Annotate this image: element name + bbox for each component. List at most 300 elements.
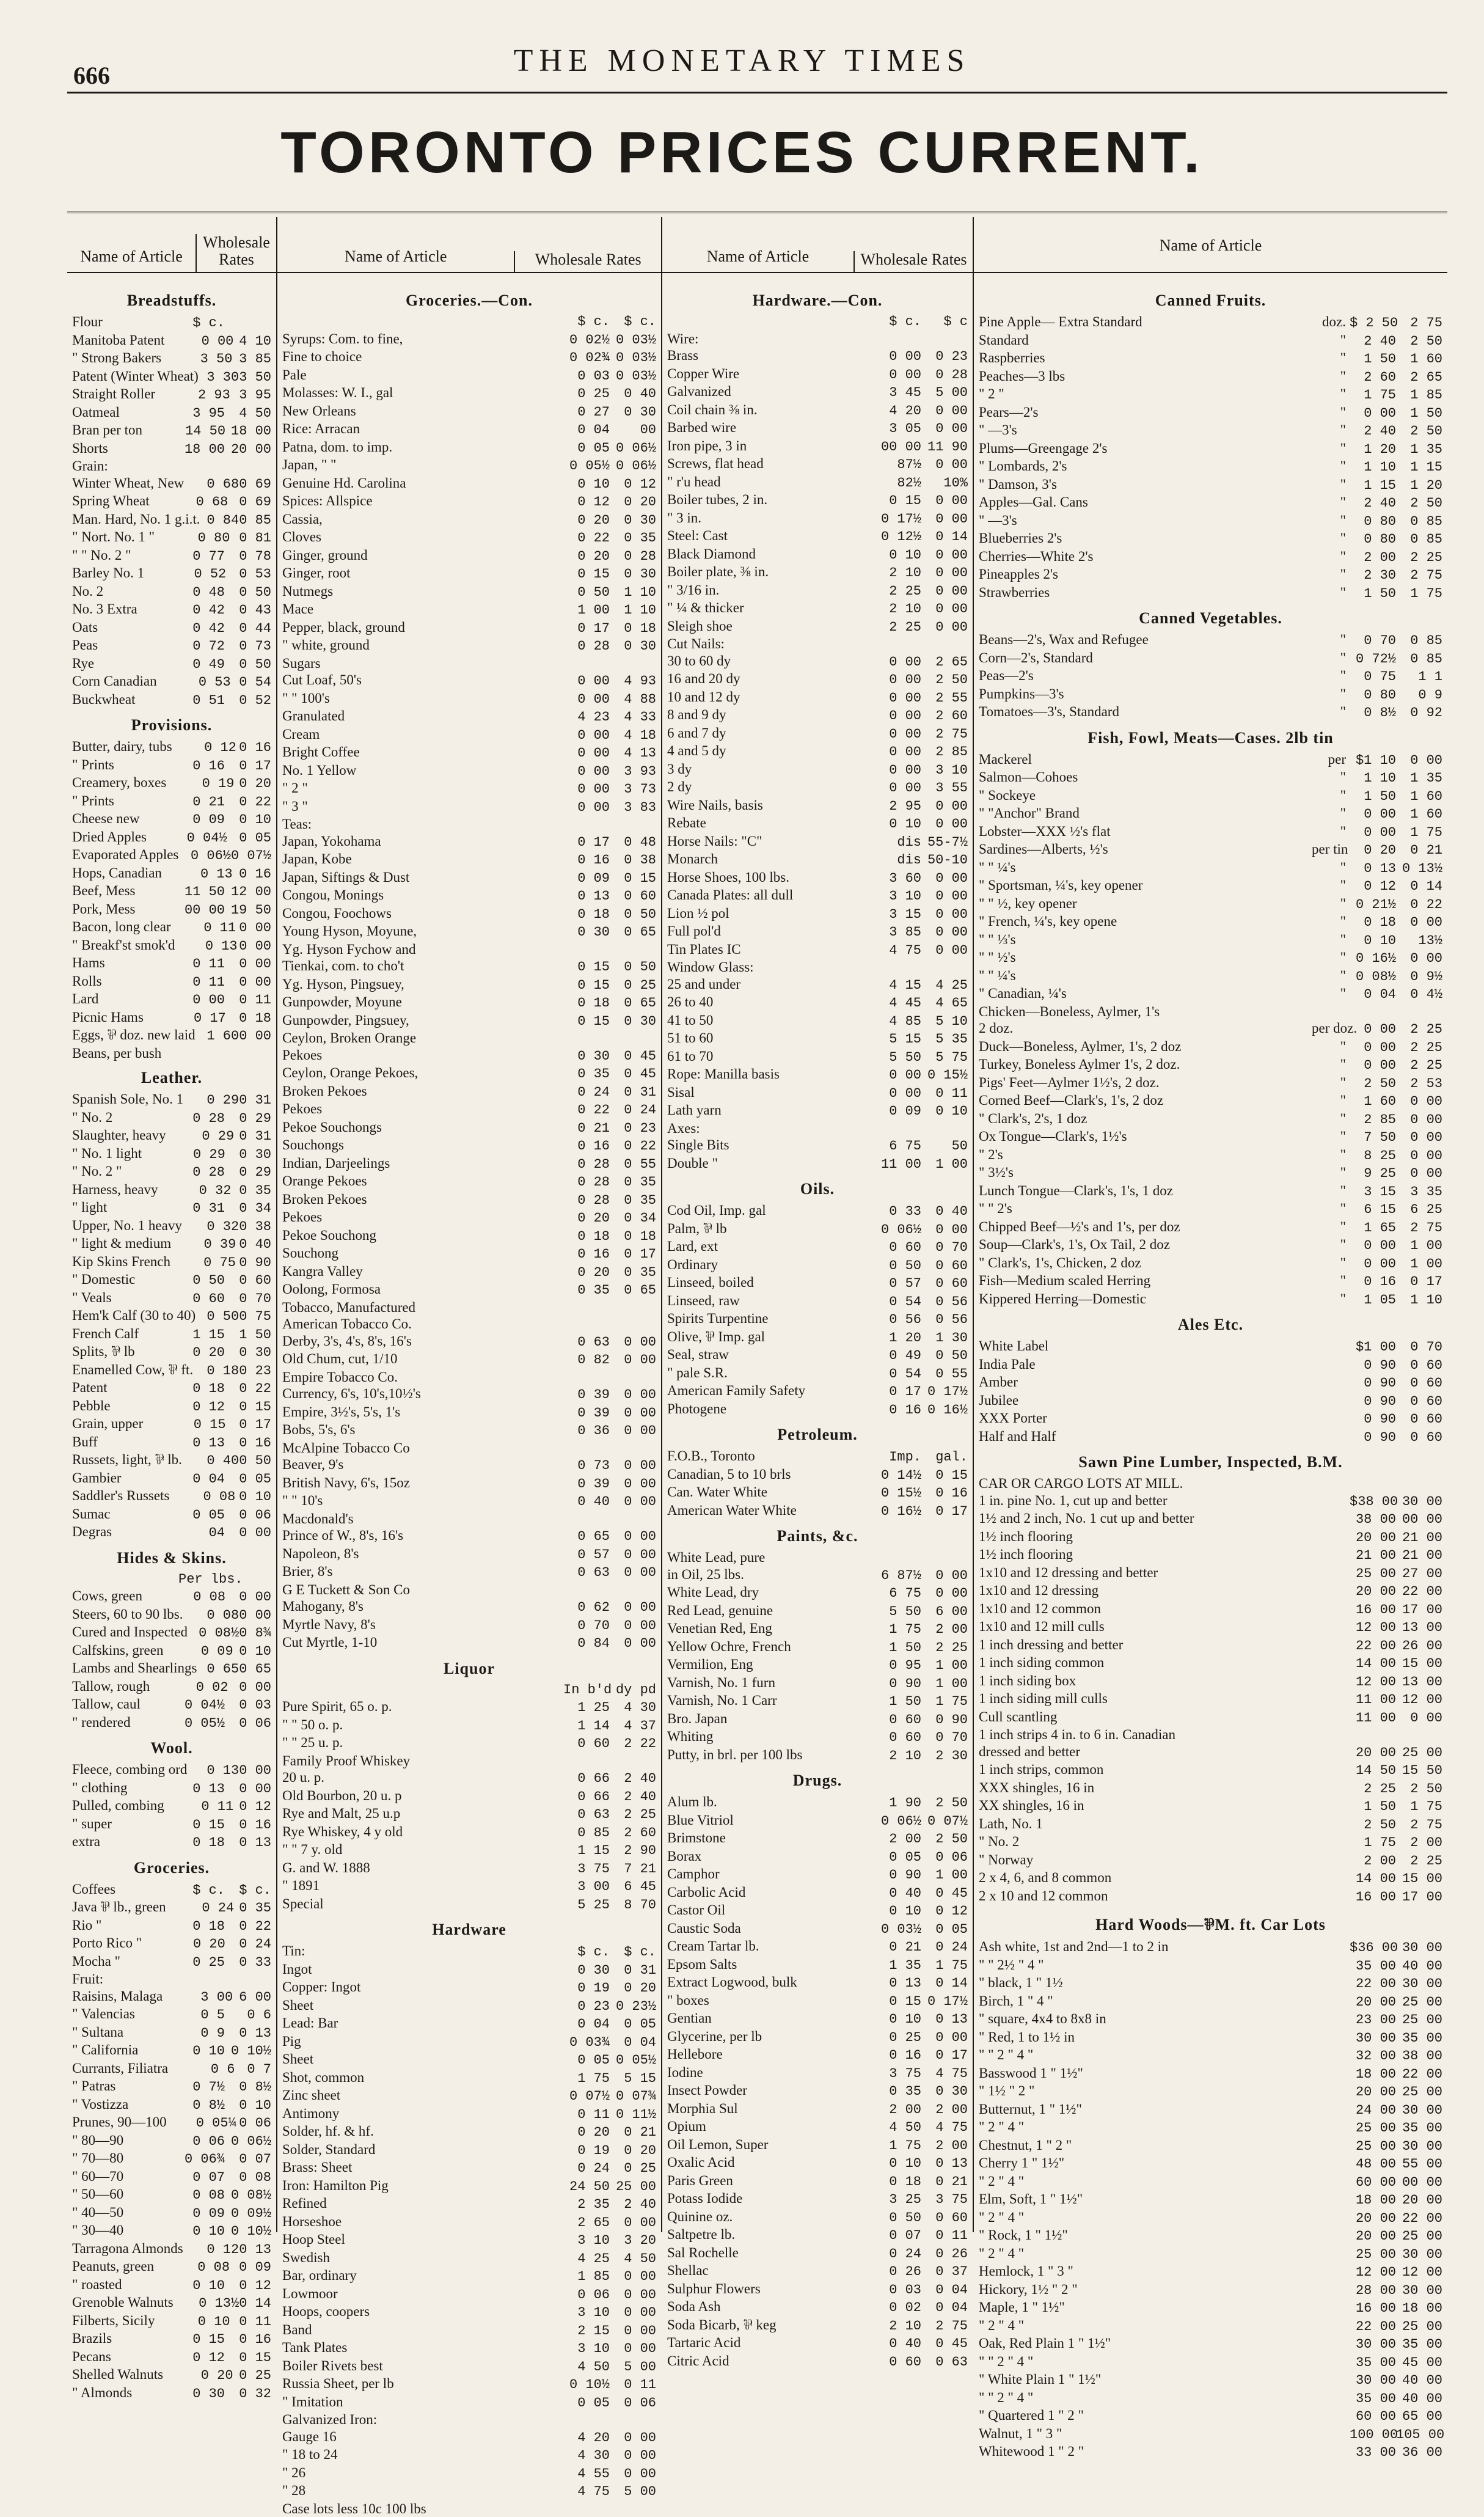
unit: " [1312,476,1350,493]
price-row [662,1566,973,1585]
unit: " [1312,530,1350,547]
article-name: Swedish [277,2249,525,2266]
price-low: 4 20 [563,2430,610,2447]
article-name: Sisal [662,1084,837,1101]
price-low: 1 50 [1350,585,1396,603]
article-name: 2 doz. [974,1020,1312,1037]
price-high: 0 60 [1396,1429,1447,1446]
price-high: 0 30 [610,512,661,529]
price-row [67,1091,276,1109]
article-name: 1½ inch flooring [974,1546,1312,1563]
article-name: Kangra Valley [277,1263,525,1280]
article-name: Japan, " " [277,456,525,474]
price-high: 0 23½ [610,1998,661,2015]
article-name: Soup—Clark's, 1's, Ox Tail, 2 doz [974,1236,1312,1253]
price-high: 0 69 [228,494,276,511]
price-row [974,967,1447,986]
article-name: Strawberries [974,584,1312,601]
article-name: " 30—40 [67,2222,141,2239]
article-name: Solder, hf. & hf. [277,2123,525,2140]
article-name: Iron pipe, 3 in [662,438,837,455]
price-low: 0 10½ [563,2376,610,2394]
article-name: Cream [277,726,525,743]
price-high: 0 00 [610,2215,661,2232]
price-low: 0 60 [875,1239,921,1256]
price-row [67,1815,276,1834]
price-low: 0 03½ [875,1921,921,1938]
price-row [662,1830,973,1848]
price-row [67,1588,276,1606]
price-high: 0 17½ [921,1993,973,2010]
price-low: 0 00 [1350,1039,1396,1057]
article-name: Souchong [277,1245,525,1262]
price-high: 3 83 [610,799,661,816]
price-row [277,2482,661,2501]
price-low: 0 39 [201,1236,236,1253]
article-name: Ginger, root [277,565,525,582]
article-name: Horseshoe [277,2213,525,2230]
price-row [974,2065,1447,2083]
price-low: 4 15 [875,977,921,994]
price-row [974,1428,1447,1446]
price-low: 0 09 [178,812,225,829]
price-row [277,619,661,637]
article-name: Empire, 3½'s, 5's, 1's [277,1404,525,1421]
price-low: 1 15 [178,1327,225,1344]
price-low: 2 40 [1350,423,1396,440]
unit: " [1312,877,1350,894]
price-high: 0 15½ [921,1067,973,1084]
price-low: $ c. [563,1944,610,1961]
price-high: 0 45 [921,1885,973,1902]
price-low: 0 40 [875,1885,921,1902]
price-high: 2 00 [921,1621,973,1638]
price-row [67,1696,276,1714]
price-row [974,2371,1447,2389]
price-high: 3 10 [921,762,973,779]
price-high: 0 00 [225,1589,276,1606]
price-row [67,2114,276,2132]
price-low: 0 10 [1350,932,1396,950]
price-row [277,2394,661,2412]
price-row [277,887,661,905]
price-low: 0 54 [875,1294,921,1311]
price-row [662,1238,973,1256]
price-row [974,1272,1447,1291]
price-low: 3 10 [875,888,921,905]
price-high: 0 09 [230,2259,276,2276]
price-low: 0 9 [178,2025,225,2042]
price-low: 0 30 [178,2386,225,2403]
price-high: 3 95 [230,387,276,404]
price-high: 55-7½ [921,834,973,851]
price-row [974,1236,1447,1255]
article-name: Axes: [662,1120,837,1137]
column-header-rates: Wholesale Rates [853,251,973,272]
price-row [277,2033,661,2051]
price-high: 22 00 [1396,2210,1447,2227]
price-high: 0 24 [610,1102,661,1119]
article-name: Ox Tongue—Clark's, 1½'s [974,1128,1312,1145]
article-name: French Calf [67,1325,141,1343]
price-low: 35 00 [1350,2391,1396,2408]
price-row [662,851,973,869]
price-low: 16 00 [1350,1602,1396,1619]
price-high: 0 70 [225,1291,276,1308]
price-low: 0 51 [178,692,225,709]
price-high: 35 00 [1396,2030,1447,2047]
unit: " [1312,1272,1350,1289]
price-low: 4 75 [875,942,921,959]
price-row [277,2177,661,2196]
price-low: 20 00 [1350,2084,1396,2101]
article-name: Screws, flat head [662,455,837,472]
article-name: Mace [277,601,525,618]
price-row [67,1881,276,1899]
price-low: 0 05 [178,1507,225,1524]
price-low: 2 25 [875,619,921,636]
price-low: 2 50 [1350,1075,1396,1093]
price-row [277,1191,661,1209]
price-row [67,1988,276,2006]
article-name: Dried Apples [67,829,147,846]
price-high: 4 88 [610,691,661,708]
price-low: 0 50 [875,1258,921,1275]
price-row [277,2015,661,2033]
article-name: Chipped Beef—½'s and 1's, per doz [974,1218,1312,1236]
article-name: " 2 " [277,780,525,797]
price-high: 0 31 [239,1092,276,1109]
price-low: 60 00 [1350,2174,1396,2191]
price-low: 0 50 [207,1308,239,1325]
article-name: Horse Nails: "C" [662,833,837,850]
price-row [277,1369,661,1386]
article-name: Bar, ordinary [277,2267,525,2284]
price-high: 0 00 [610,1618,661,1635]
article-name: Birch, 1 " 4 " [974,1993,1312,2010]
price-low: 1 15 [563,1842,610,1859]
article-name: Patent (Winter Wheat) [67,368,199,385]
price-row [974,751,1447,769]
price-low: 0 16 [875,1402,921,1419]
price-high: 0 00 [1396,1165,1447,1182]
price-high: 0 14 [239,2295,276,2312]
price-row [67,991,276,1009]
article-name: Patna, dom. to imp. [277,439,525,456]
price-high: 0 06½ [225,2133,276,2150]
price-low: 1 10 [1350,459,1396,476]
article-name: 1 inch siding mill culls [974,1690,1312,1707]
price-low: 0 12 [178,1399,225,1416]
price-row [67,829,276,847]
price-row [67,2024,276,2042]
price-row [67,386,276,404]
price-low: 25 00 [1350,1566,1396,1583]
price-low: 1 14 [563,1718,610,1735]
price-high: 2 65 [921,654,973,671]
price-row [67,1779,276,1798]
price-row [277,2285,661,2304]
price-row [67,565,276,583]
article-name: Walnut, 1 " 3 " [974,2425,1312,2442]
price-row [67,954,276,973]
article-name: G E Tuckett & Son Co [277,1581,525,1599]
price-column-1 [67,217,277,2232]
price-low: $ c. [178,315,225,332]
article-name: Opium [662,2118,837,2135]
price-row [974,1938,1447,1957]
price-low: 0 00 [875,780,921,797]
section-heading: Leather. [67,1069,276,1087]
article-name: " " No. 2 " [67,547,141,564]
price-low: 0 66 [563,1770,610,1787]
price-row [974,1636,1447,1655]
section-heading: Sawn Pine Lumber, Inspected, B.M. [974,1453,1447,1471]
article-name: " Imitation [277,2394,525,2411]
price-row [974,512,1447,530]
price-low: 87½ [875,456,921,474]
price-high: 0 06½ [610,458,661,475]
price-high: 0 34 [225,1200,276,1217]
price-low: $38 00 [1350,1493,1396,1511]
article-name: Full pol'd [662,923,837,940]
price-high: 0 35 [610,1264,661,1281]
price-low: 0 13 [563,888,610,905]
price-row [277,2105,661,2123]
article-name: " 60—70 [67,2168,141,2185]
price-high: 2 85 [921,744,973,761]
price-row [67,1470,276,1488]
article-name: Lath, No. 1 [974,1815,1312,1833]
article-name: Iodine [662,2064,837,2081]
price-low: 0 08 [207,1607,239,1624]
article-name: Oolong, Formosa [277,1281,525,1298]
price-high: 0 00 [610,2466,661,2483]
article-name: Case lots less 10c 100 lbs [277,2501,525,2517]
price-low: 0 39 [563,1476,610,1493]
price-low: 0 10 [875,1903,921,1920]
price-low: 0 28 [563,638,610,655]
price-row [67,1714,276,1732]
price-low: 0 06 [563,2287,610,2304]
article-name: Sheet [277,1997,525,2014]
price-row [662,2334,973,2353]
article-name: Beef, Mess [67,882,141,899]
price-row [67,1398,276,1416]
price-high: 2 75 [1396,1220,1447,1237]
price-low: 0 25 [563,386,610,403]
price-high: 0 11 [921,2227,973,2244]
article-name: Chestnut, 1 " 2 " [974,2137,1312,2154]
price-row [67,422,276,440]
price-row [974,1374,1447,1392]
price-high: 3 75 [921,2191,973,2208]
price-low: 1 75 [875,2138,921,2155]
price-low: 0 72½ [1350,651,1396,668]
price-row [277,708,661,726]
article-name: Lowmoor [277,2285,525,2303]
price-low: 0 18 [178,1918,225,1935]
price-row [67,583,276,601]
unit: " [1312,787,1350,804]
price-low: 2 00 [1350,549,1396,566]
price-low: 0 00 [875,762,921,779]
article-name: Sheet [277,2051,525,2068]
price-high: 0 11 [230,2314,276,2331]
price-row [974,805,1447,823]
price-row [277,2267,661,2285]
article-name: Caustic Soda [662,1920,837,1937]
article-name: Pale [277,367,525,384]
section-heading: Ales Etc. [974,1316,1447,1334]
unit: " [1312,1056,1350,1073]
article-name: Genuine Hd. Carolina [277,475,525,492]
price-high: 0 14 [921,1975,973,1992]
price-low: 0 12 [1350,878,1396,895]
price-low: 0 03 [875,2282,921,2299]
price-high: 15 00 [1396,1870,1447,1888]
article-name: Mackerel [974,751,1312,768]
unit: " [1312,1074,1350,1091]
article-name: Pure Spirit, 65 o. p. [277,1698,525,1715]
price-high: 1 35 [1396,441,1447,458]
price-high: 0 60 [1396,1357,1447,1374]
article-name: Ceylon, Broken Orange [277,1030,525,1047]
unit: " [1312,584,1350,601]
price-high: 25 00 [1396,1994,1447,2011]
price-high: 0 00 [921,511,973,528]
article-name: in Oil, 25 lbs. [662,1566,837,1583]
price-high: 0 07½ [231,848,276,865]
price-row [67,619,276,637]
price-row [662,491,973,510]
price-high: 11 90 [921,439,973,456]
price-high: 0 17 [226,1416,276,1434]
column-header-rates: Wholesale Rates [514,251,661,272]
article-name: Oats [67,619,141,636]
article-name: 1 inch strips, common [974,1761,1312,1778]
price-high: 0 00 [610,1599,661,1616]
article-name: Blueberries 2's [974,530,1312,547]
price-high: 0 22 [225,1380,276,1398]
article-name: " rendered [67,1714,141,1731]
article-name: 1x10 and 12 dressing [974,1582,1312,1599]
price-high: 0 31 [610,1084,661,1101]
price-low: 0 65 [563,1528,610,1545]
article-name: " " ¼'s [974,967,1312,984]
column-body [974,273,1447,2461]
article-name: Boiler tubes, 2 in. [662,491,837,508]
price-low: 1 20 [875,1330,921,1347]
price-high: 2 00 [921,2101,973,2119]
column-header-rates: Wholesale Rates [196,234,276,272]
price-low: 16 00 [1350,2300,1396,2317]
article-name: " 28 [277,2482,525,2499]
article-name: Lion ½ pol [662,905,837,922]
price-row [662,2046,973,2064]
price-low: 0 10 [178,2043,225,2060]
price-row [67,1606,276,1624]
article-name: Varnish, No. 1 Carr [662,1692,837,1709]
price-low: Imp. [875,1449,921,1466]
price-high: 2 50 [1396,423,1447,440]
article-name: Saltpetre lb. [662,2226,837,2243]
price-low: 20 00 [1350,1530,1396,1547]
price-high: 0 9 [1396,687,1447,704]
article-name: Gunpowder, Moyune [277,994,525,1011]
price-high: 1 75 [921,1957,973,1974]
unit: " [1312,404,1350,421]
article-name: Oak, Red Plain 1 " 1½" [974,2335,1312,2352]
price-high: 1 50 [1396,405,1447,422]
article-name: " French, ¼'s, key opene [974,913,1312,930]
price-low: 0 54 [875,1366,921,1383]
price-high: 0 65 [610,995,661,1012]
article-name: 6 and 7 dy [662,725,837,742]
price-high: 0 05 [610,2016,661,2033]
article-name: Old Chum, cut, 1/10 [277,1350,525,1368]
article-name: Brimstone [662,1830,837,1847]
article-name: Boiler plate, ⅜ in. [662,563,837,581]
article-name: " " 2 " 4 " [974,2046,1312,2064]
price-low: 23 00 [1350,2012,1396,2029]
price-low: 0 04½ [178,1697,225,1714]
price-low: 0 13 [1350,860,1396,877]
price-high: 0 38 [610,852,661,869]
column-header-name: Name of Article [662,247,853,272]
article-name: Olive, ⅌ Imp. gal [662,1328,837,1346]
article-name: Buff [67,1434,141,1451]
price-low: 0 08 [178,2187,225,2204]
price-low: 0 85 [563,1825,610,1842]
price-row [662,1256,973,1275]
price-high: 25 00 [1396,2084,1447,2101]
price-row [662,706,973,725]
price-high: 0 00 [921,456,973,474]
article-name: " Prints [67,757,141,774]
price-low: 2 30 [1350,567,1396,584]
price-row [67,1624,276,1642]
price-low: 0 12 [202,739,236,757]
price-low: 0 15 [180,1416,225,1434]
price-high: 00 00 [1396,2174,1447,2191]
price-low: 0 06½ [875,1813,921,1830]
article-name: Pecans [67,2348,141,2365]
price-low: 0 90 [1350,1429,1396,1446]
article-name: Butternut, 1 " 1½" [974,2101,1312,2118]
price-high: 1 00 [921,1867,973,1884]
price-low: 0 95 [875,1657,921,1674]
price-low: 0 05½ [178,1715,225,1732]
article-name: Yellow Ochre, French [662,1638,837,1655]
price-low: 2 25 [875,583,921,600]
price-row [277,2375,661,2394]
price-high: 1 30 [921,1330,973,1347]
price-high: 0 35 [231,1182,276,1200]
price-low: 3 85 [875,924,921,941]
price-low: 2 35 [563,2196,610,2213]
price-high: 0 11 [225,992,276,1009]
price-row [277,2464,661,2483]
price-low: 0 17½ [875,511,921,528]
price-high: 12 00 [1396,1691,1447,1709]
price-high: 5 15 [610,2070,661,2087]
article-name: Cured and Inspected [67,1624,188,1641]
article-name: 1x10 and 12 common [974,1600,1312,1618]
price-low: 0 17 [181,1010,226,1027]
price-row [277,1385,661,1404]
price-row [974,667,1447,686]
